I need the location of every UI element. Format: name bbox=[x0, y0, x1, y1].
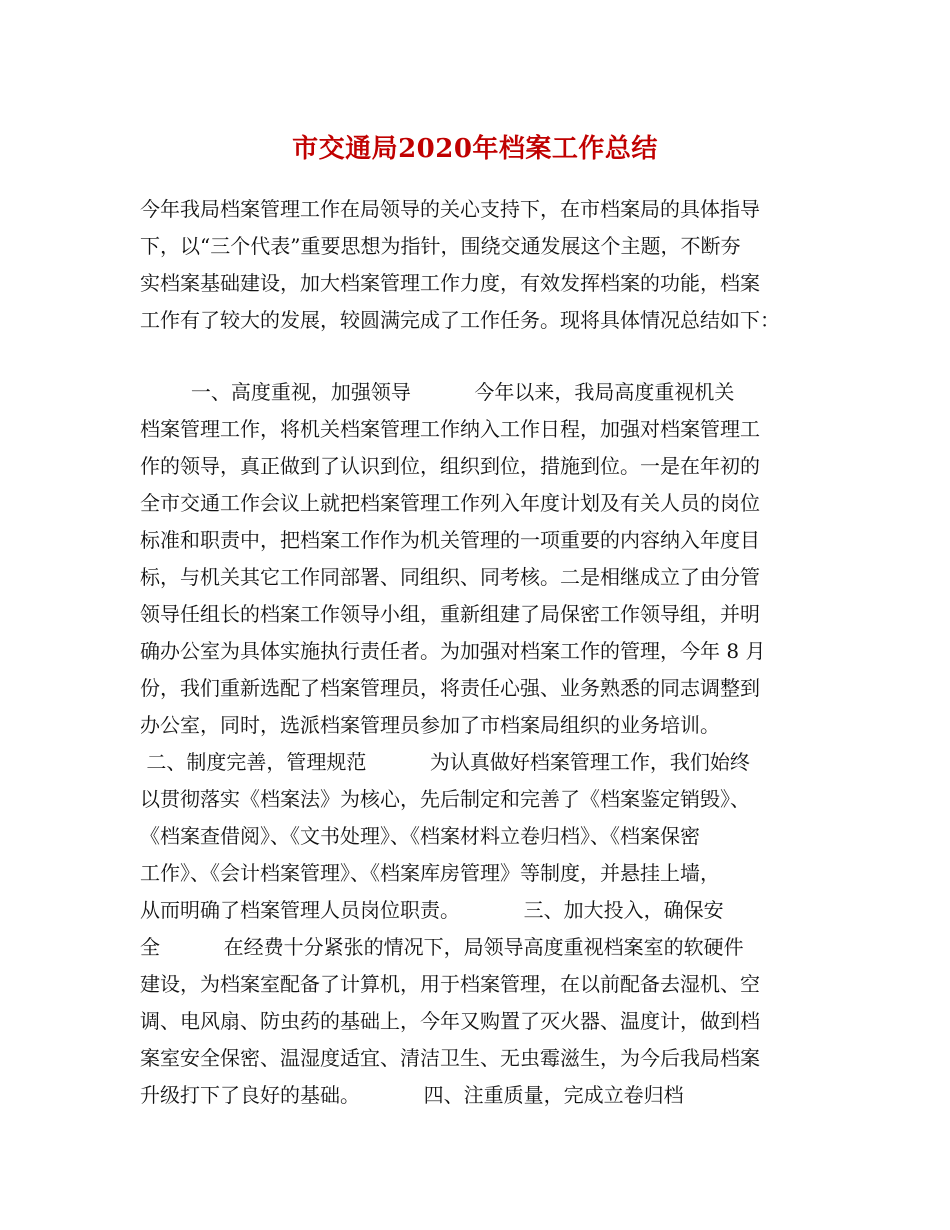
text-line: 工作》、《会计档案管理》、《档案库房管理》等制度，并悬挂上墙， bbox=[140, 861, 720, 885]
text-line: 份，我们重新选配了档案管理员，将责任心强、业务熟悉的同志调整到 bbox=[140, 676, 760, 700]
text-line: 全 在经费十分紧张的情况下，局领导高度重视档案室的软硬件 bbox=[140, 935, 744, 959]
text-line: 实档案基础建设，加大档案管理工作力度，有效发挥档案的功能，档案 bbox=[140, 271, 760, 295]
text-line: 标，与机关其它工作同部署、同组织、同考核。二是相继成立了由分管 bbox=[140, 565, 760, 589]
text-line: 档案管理工作，将机关档案管理工作纳入工作日程，加强对档案管理工 bbox=[140, 417, 760, 441]
text-line: 标准和职责中，把档案工作作为机关管理的一项重要的内容纳入年度目 bbox=[140, 528, 760, 552]
text-line: 今年我局档案管理工作在局领导的关心支持下，在市档案局的具体指导 bbox=[140, 197, 760, 221]
text-line: 升级打下了良好的基础。 四、注重质量，完成立卷归档 bbox=[140, 1083, 684, 1107]
text-line: 全市交通工作会议上就把档案管理工作列入年度计划及有关人员的岗位 bbox=[140, 491, 760, 515]
text-line: 确办公室为具体实施执行责任者。为加强对档案工作的管理，今年 8 月 bbox=[140, 639, 766, 663]
text-line: 调、电风扇、防虫药的基础上，今年又购置了灭火器、温度计，做到档 bbox=[140, 1009, 760, 1033]
text-line: 从而明确了档案管理人员岗位职责。 三、加大投入，确保安 bbox=[140, 898, 724, 922]
text-line: 一、高度重视，加强领导 今年以来，我局高度重视机关 bbox=[140, 380, 735, 404]
text-line: 《档案查借阅》、《文书处理》、《档案材料立卷归档》、《档案保密 bbox=[140, 824, 700, 848]
text-line: 下，以“三个代表”重要思想为指针，围绕交通发展这个主题，不断夯 bbox=[140, 234, 741, 258]
text-line: 工作有了较大的发展，较圆满完成了工作任务。现将具体情况总结如下： bbox=[140, 308, 780, 332]
text-line: 作的领导，真正做到了认识到位，组织到位，措施到位。一是在年初的 bbox=[140, 454, 760, 478]
text-line: 办公室，同时，选派档案管理员参加了市档案局组织的业务培训。 bbox=[140, 713, 720, 737]
text-line: 领导任组长的档案工作领导小组，重新组建了局保密工作领导组，并明 bbox=[140, 602, 760, 626]
text-line: 二、制度完善，管理规范 为认真做好档案管理工作，我们始终 bbox=[140, 750, 750, 774]
text-line: 案室安全保密、温湿度适宜、清洁卫生、无虫霉滋生，为今后我局档案 bbox=[140, 1046, 760, 1070]
text-line: 建设，为档案室配备了计算机，用于档案管理，在以前配备去湿机、空 bbox=[140, 972, 760, 996]
text-line: 以贯彻落实《档案法》为核心，先后制定和完善了《档案鉴定销毁》、 bbox=[140, 787, 750, 811]
document-title: 市交通局2020年档案工作总结 bbox=[292, 134, 658, 164]
